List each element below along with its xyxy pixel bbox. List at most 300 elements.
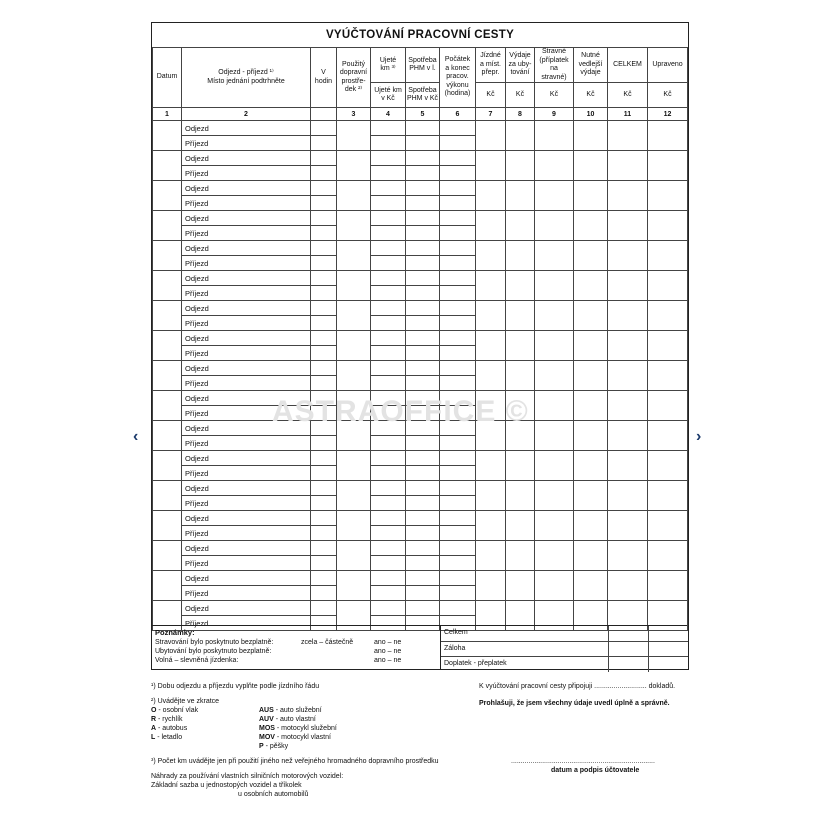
fuel-l-cell[interactable] xyxy=(406,361,440,376)
km-czk-cell[interactable] xyxy=(371,436,406,451)
abbrev-auv: AUV - auto vlastní xyxy=(259,716,316,723)
hours-cell[interactable] xyxy=(311,166,337,181)
adjusted-cell[interactable] xyxy=(648,451,688,481)
fuel-l-cell[interactable] xyxy=(406,301,440,316)
transport-cell[interactable] xyxy=(337,481,371,511)
arrival-label[interactable]: Příjezd xyxy=(182,616,311,631)
fuel-l-cell[interactable] xyxy=(406,121,440,136)
departure-label[interactable]: Odjezd xyxy=(182,511,311,526)
date-cell[interactable] xyxy=(153,211,182,241)
km-cell[interactable] xyxy=(371,361,406,376)
work-time-cell[interactable] xyxy=(440,316,476,331)
km-czk-cell[interactable] xyxy=(371,226,406,241)
total-cell[interactable] xyxy=(608,301,648,331)
hours-cell[interactable] xyxy=(311,226,337,241)
km-czk-cell[interactable] xyxy=(371,196,406,211)
arrival-label[interactable]: Příjezd xyxy=(182,376,311,391)
adjusted-cell[interactable] xyxy=(648,331,688,361)
fare-cell[interactable] xyxy=(476,181,506,211)
work-time-cell[interactable] xyxy=(440,151,476,166)
arrival-label[interactable]: Příjezd xyxy=(182,406,311,421)
other-cell[interactable] xyxy=(574,541,608,571)
adjusted-cell[interactable] xyxy=(648,241,688,271)
arrival-label[interactable]: Příjezd xyxy=(182,316,311,331)
hours-cell[interactable] xyxy=(311,136,337,151)
other-cell[interactable] xyxy=(574,211,608,241)
km-czk-cell[interactable] xyxy=(371,556,406,571)
transport-cell[interactable] xyxy=(337,181,371,211)
fuel-l-cell[interactable] xyxy=(406,601,440,616)
hours-cell[interactable] xyxy=(311,331,337,346)
departure-label[interactable]: Odjezd xyxy=(182,211,311,226)
departure-label[interactable]: Odjezd xyxy=(182,481,311,496)
km-cell[interactable] xyxy=(371,151,406,166)
work-time-cell[interactable] xyxy=(440,136,476,151)
hours-cell[interactable] xyxy=(311,496,337,511)
total-cell[interactable] xyxy=(608,511,648,541)
adjusted-cell[interactable] xyxy=(648,481,688,511)
work-time-cell[interactable] xyxy=(440,166,476,181)
meal-cell[interactable] xyxy=(535,391,574,421)
departure-label[interactable]: Odjezd xyxy=(182,301,311,316)
departure-label[interactable]: Odjezd xyxy=(182,241,311,256)
fare-cell[interactable] xyxy=(476,331,506,361)
fare-cell[interactable] xyxy=(476,361,506,391)
work-time-cell[interactable] xyxy=(440,301,476,316)
adjusted-cell[interactable] xyxy=(648,151,688,181)
km-cell[interactable] xyxy=(371,601,406,616)
departure-label[interactable]: Odjezd xyxy=(182,451,311,466)
work-time-cell[interactable] xyxy=(440,121,476,136)
lodging-cell[interactable] xyxy=(506,181,535,211)
arrival-label[interactable]: Příjezd xyxy=(182,226,311,241)
header-stravne xyxy=(535,48,574,83)
work-time-cell[interactable] xyxy=(440,511,476,526)
note-1-option[interactable]: zcela – částečně xyxy=(301,639,354,646)
fare-cell[interactable] xyxy=(476,121,506,151)
adjusted-cell[interactable] xyxy=(648,421,688,451)
transport-cell[interactable] xyxy=(337,331,371,361)
arrival-label[interactable]: Příjezd xyxy=(182,496,311,511)
meal-cell[interactable] xyxy=(535,361,574,391)
lodging-cell[interactable] xyxy=(506,571,535,601)
balance-row[interactable] xyxy=(441,657,688,672)
km-czk-cell[interactable] xyxy=(371,466,406,481)
adjusted-cell[interactable] xyxy=(648,121,688,151)
fuel-czk-cell[interactable] xyxy=(406,256,440,271)
meal-cell[interactable] xyxy=(535,151,574,181)
total-cell[interactable] xyxy=(608,241,648,271)
note-3-yes-no[interactable]: ano – ne xyxy=(374,657,402,664)
fuel-l-cell[interactable] xyxy=(406,271,440,286)
meal-cell[interactable] xyxy=(535,241,574,271)
arrival-label[interactable]: Příjezd xyxy=(182,166,311,181)
other-cell[interactable] xyxy=(574,481,608,511)
arrival-label[interactable]: Příjezd xyxy=(182,436,311,451)
departure-label[interactable]: Odjezd xyxy=(182,271,311,286)
fuel-l-cell[interactable] xyxy=(406,571,440,586)
date-cell[interactable] xyxy=(153,571,182,601)
meal-cell[interactable] xyxy=(535,301,574,331)
work-time-cell[interactable] xyxy=(440,451,476,466)
adjusted-cell[interactable] xyxy=(648,181,688,211)
lodging-cell[interactable] xyxy=(506,541,535,571)
departure-label[interactable]: Odjezd xyxy=(182,541,311,556)
date-cell[interactable] xyxy=(153,451,182,481)
adjusted-cell[interactable] xyxy=(648,511,688,541)
transport-cell[interactable] xyxy=(337,241,371,271)
fare-cell[interactable] xyxy=(476,271,506,301)
total-cell[interactable] xyxy=(608,451,648,481)
fare-cell[interactable] xyxy=(476,301,506,331)
transport-cell[interactable] xyxy=(337,301,371,331)
departure-label[interactable]: Odjezd xyxy=(182,361,311,376)
transport-cell[interactable] xyxy=(337,361,371,391)
lodging-cell[interactable] xyxy=(506,301,535,331)
arrival-label[interactable]: Příjezd xyxy=(182,256,311,271)
h9c: na xyxy=(550,65,558,72)
work-time-cell[interactable] xyxy=(440,241,476,256)
km-cell[interactable] xyxy=(371,511,406,526)
hours-cell[interactable] xyxy=(311,256,337,271)
work-time-cell[interactable] xyxy=(440,346,476,361)
date-cell[interactable] xyxy=(153,481,182,511)
km-cell[interactable] xyxy=(371,121,406,136)
fare-cell[interactable] xyxy=(476,481,506,511)
km-czk-cell[interactable] xyxy=(371,346,406,361)
header-datum: Datum xyxy=(153,48,182,108)
other-cell[interactable] xyxy=(574,331,608,361)
hours-cell[interactable] xyxy=(311,316,337,331)
total-cell[interactable] xyxy=(608,181,648,211)
advance-row[interactable] xyxy=(441,642,688,658)
h3b: dopravní xyxy=(339,69,368,76)
km-czk-cell[interactable] xyxy=(371,376,406,391)
work-time-cell[interactable] xyxy=(440,211,476,226)
currency-9: Kč xyxy=(535,83,574,108)
hours-cell[interactable] xyxy=(311,196,337,211)
km-czk-cell[interactable] xyxy=(371,136,406,151)
arrival-label[interactable]: Příjezd xyxy=(182,526,311,541)
work-time-cell[interactable] xyxy=(440,226,476,241)
km-czk-cell[interactable] xyxy=(371,496,406,511)
work-time-cell[interactable] xyxy=(440,181,476,196)
km-cell[interactable] xyxy=(371,241,406,256)
work-time-cell[interactable] xyxy=(440,436,476,451)
hours-cell[interactable] xyxy=(311,211,337,226)
header-hodin: hodin xyxy=(314,77,333,85)
header-odjezd xyxy=(182,48,311,108)
fuel-l-cell[interactable] xyxy=(406,181,440,196)
arrival-label[interactable]: Příjezd xyxy=(182,136,311,151)
total-cell[interactable] xyxy=(608,151,648,181)
work-time-cell[interactable] xyxy=(440,541,476,556)
date-cell[interactable] xyxy=(153,271,182,301)
other-cell[interactable] xyxy=(574,451,608,481)
date-cell[interactable] xyxy=(153,391,182,421)
work-time-cell[interactable] xyxy=(440,556,476,571)
transport-cell[interactable] xyxy=(337,211,371,241)
transport-cell[interactable] xyxy=(337,121,371,151)
hours-cell[interactable] xyxy=(311,481,337,496)
km-czk-cell[interactable] xyxy=(371,256,406,271)
km-cell[interactable] xyxy=(371,541,406,556)
work-time-cell[interactable] xyxy=(440,526,476,541)
meal-cell[interactable] xyxy=(535,271,574,301)
h7c: přepr. xyxy=(481,69,500,77)
other-cell[interactable] xyxy=(574,421,608,451)
hours-cell[interactable] xyxy=(311,436,337,451)
hours-cell[interactable] xyxy=(311,271,337,286)
km-cell[interactable] xyxy=(371,481,406,496)
hours-cell[interactable] xyxy=(311,511,337,526)
fuel-czk-cell[interactable] xyxy=(406,556,440,571)
fuel-czk-cell[interactable] xyxy=(406,436,440,451)
meal-cell[interactable] xyxy=(535,421,574,451)
total-cell[interactable] xyxy=(608,271,648,301)
hours-cell[interactable] xyxy=(311,526,337,541)
departure-label[interactable]: Odjezd xyxy=(182,601,311,616)
fare-cell[interactable] xyxy=(476,151,506,181)
work-time-cell[interactable] xyxy=(440,361,476,376)
km-cell[interactable] xyxy=(371,211,406,226)
adjusted-cell[interactable] xyxy=(648,361,688,391)
adjusted-cell[interactable] xyxy=(648,391,688,421)
work-time-cell[interactable] xyxy=(440,271,476,286)
transport-cell[interactable] xyxy=(337,151,371,181)
work-time-cell[interactable] xyxy=(440,286,476,301)
hours-cell[interactable] xyxy=(311,151,337,166)
fuel-czk-cell[interactable] xyxy=(406,286,440,301)
km-czk-cell[interactable] xyxy=(371,316,406,331)
hours-cell[interactable] xyxy=(311,286,337,301)
meal-cell[interactable] xyxy=(535,121,574,151)
next-arrow-icon[interactable]: › xyxy=(696,428,702,445)
km-cell[interactable] xyxy=(371,271,406,286)
work-time-cell[interactable] xyxy=(440,601,476,616)
meal-cell[interactable] xyxy=(535,181,574,211)
date-cell[interactable] xyxy=(153,541,182,571)
other-cell[interactable] xyxy=(574,121,608,151)
work-time-cell[interactable] xyxy=(440,376,476,391)
lodging-cell[interactable] xyxy=(506,451,535,481)
work-time-cell[interactable] xyxy=(440,496,476,511)
work-time-cell[interactable] xyxy=(440,466,476,481)
km-czk-cell[interactable] xyxy=(371,286,406,301)
hours-cell[interactable] xyxy=(311,571,337,586)
departure-row xyxy=(153,121,688,136)
transport-cell[interactable] xyxy=(337,541,371,571)
date-cell[interactable] xyxy=(153,331,182,361)
lodging-cell[interactable] xyxy=(506,211,535,241)
arrival-label[interactable]: Příjezd xyxy=(182,346,311,361)
meal-cell[interactable] xyxy=(535,211,574,241)
arrival-label[interactable]: Příjezd xyxy=(182,196,311,211)
adjusted-cell[interactable] xyxy=(648,541,688,571)
work-time-cell[interactable] xyxy=(440,586,476,601)
work-time-cell[interactable] xyxy=(440,256,476,271)
fare-cell[interactable] xyxy=(476,211,506,241)
other-cell[interactable] xyxy=(574,241,608,271)
note-line-3 xyxy=(155,656,437,665)
date-cell[interactable] xyxy=(153,301,182,331)
hours-cell[interactable] xyxy=(311,541,337,556)
fare-cell[interactable] xyxy=(476,511,506,541)
work-time-cell[interactable] xyxy=(440,571,476,586)
fuel-czk-cell[interactable] xyxy=(406,136,440,151)
hours-cell[interactable] xyxy=(311,451,337,466)
total-cell[interactable] xyxy=(608,481,648,511)
date-cell[interactable] xyxy=(153,121,182,151)
departure-label[interactable]: Odjezd xyxy=(182,181,311,196)
lodging-cell[interactable] xyxy=(506,331,535,361)
date-cell[interactable] xyxy=(153,181,182,211)
departure-row xyxy=(153,331,688,346)
meal-cell[interactable] xyxy=(535,481,574,511)
fuel-l-cell[interactable] xyxy=(406,481,440,496)
arrival-label[interactable]: Příjezd xyxy=(182,556,311,571)
fuel-czk-cell[interactable] xyxy=(406,466,440,481)
fuel-l-cell[interactable] xyxy=(406,151,440,166)
lodging-cell[interactable] xyxy=(506,271,535,301)
total-cell[interactable] xyxy=(608,391,648,421)
meal-cell[interactable] xyxy=(535,331,574,361)
transport-cell[interactable] xyxy=(337,571,371,601)
fuel-czk-cell[interactable] xyxy=(406,166,440,181)
lodging-cell[interactable] xyxy=(506,121,535,151)
hours-cell[interactable] xyxy=(311,121,337,136)
lodging-cell[interactable] xyxy=(506,361,535,391)
fuel-czk-cell[interactable] xyxy=(406,196,440,211)
other-cell[interactable] xyxy=(574,301,608,331)
lodging-cell[interactable] xyxy=(506,481,535,511)
hours-cell[interactable] xyxy=(311,601,337,616)
total-cell[interactable] xyxy=(608,361,648,391)
hours-cell[interactable] xyxy=(311,346,337,361)
hours-cell[interactable] xyxy=(311,241,337,256)
work-time-cell[interactable] xyxy=(440,481,476,496)
date-cell[interactable] xyxy=(153,421,182,451)
km-cell[interactable] xyxy=(371,181,406,196)
fuel-czk-cell[interactable] xyxy=(406,376,440,391)
km-czk-cell[interactable] xyxy=(371,586,406,601)
date-cell[interactable] xyxy=(153,511,182,541)
adjusted-cell[interactable] xyxy=(648,271,688,301)
adjusted-cell[interactable] xyxy=(648,301,688,331)
date-cell[interactable] xyxy=(153,361,182,391)
fuel-czk-cell[interactable] xyxy=(406,346,440,361)
fuel-l-cell[interactable] xyxy=(406,331,440,346)
prev-arrow-icon[interactable]: ‹ xyxy=(133,428,139,445)
transport-cell[interactable] xyxy=(337,511,371,541)
lodging-cell[interactable] xyxy=(506,241,535,271)
departure-label[interactable]: Odjezd xyxy=(182,421,311,436)
work-time-cell[interactable] xyxy=(440,196,476,211)
transport-cell[interactable] xyxy=(337,271,371,301)
arrival-label[interactable]: Příjezd xyxy=(182,286,311,301)
departure-label[interactable]: Odjezd xyxy=(182,571,311,586)
total-cell[interactable] xyxy=(608,421,648,451)
km-cell[interactable] xyxy=(371,571,406,586)
hours-cell[interactable] xyxy=(311,586,337,601)
work-time-cell[interactable] xyxy=(440,331,476,346)
km-czk-cell[interactable] xyxy=(371,526,406,541)
total-cell[interactable] xyxy=(608,331,648,361)
km-czk-cell[interactable] xyxy=(371,166,406,181)
other-cell[interactable] xyxy=(574,151,608,181)
adjusted-cell[interactable] xyxy=(648,571,688,601)
lodging-cell[interactable] xyxy=(506,151,535,181)
departure-row xyxy=(153,451,688,466)
fare-cell[interactable] xyxy=(476,541,506,571)
other-cell[interactable] xyxy=(574,511,608,541)
total-cell[interactable] xyxy=(608,121,648,151)
meal-cell[interactable] xyxy=(535,541,574,571)
lodging-cell[interactable] xyxy=(506,511,535,541)
other-cell[interactable] xyxy=(574,271,608,301)
total-cell[interactable] xyxy=(608,211,648,241)
total-cell[interactable] xyxy=(608,571,648,601)
fuel-l-cell[interactable] xyxy=(406,211,440,226)
departure-label[interactable]: Odjezd xyxy=(182,151,311,166)
fuel-l-cell[interactable] xyxy=(406,241,440,256)
arrival-label[interactable]: Příjezd xyxy=(182,586,311,601)
departure-label[interactable]: Odjezd xyxy=(182,121,311,136)
arrival-label[interactable]: Příjezd xyxy=(182,466,311,481)
hours-cell[interactable] xyxy=(311,301,337,316)
total-row[interactable] xyxy=(441,626,688,642)
fuel-czk-cell[interactable] xyxy=(406,586,440,601)
h8c: tování xyxy=(510,69,530,77)
other-cell[interactable] xyxy=(574,181,608,211)
transport-cell[interactable] xyxy=(337,451,371,481)
km-cell[interactable] xyxy=(371,331,406,346)
fare-cell[interactable] xyxy=(476,571,506,601)
other-cell[interactable] xyxy=(574,571,608,601)
meal-cell[interactable] xyxy=(535,511,574,541)
hours-cell[interactable] xyxy=(311,181,337,196)
fuel-l-cell[interactable] xyxy=(406,511,440,526)
departure-label[interactable]: Odjezd xyxy=(182,391,311,406)
fuel-czk-cell[interactable] xyxy=(406,226,440,241)
hours-cell[interactable] xyxy=(311,361,337,376)
meal-cell[interactable] xyxy=(535,451,574,481)
km-cell[interactable] xyxy=(371,301,406,316)
note-1-yes-no[interactable]: ano – ne xyxy=(374,639,402,646)
adjusted-cell[interactable] xyxy=(648,211,688,241)
hours-cell[interactable] xyxy=(311,556,337,571)
departure-label[interactable]: Odjezd xyxy=(182,331,311,346)
other-cell[interactable] xyxy=(574,391,608,421)
fuel-czk-cell[interactable] xyxy=(406,526,440,541)
other-cell[interactable] xyxy=(574,361,608,391)
fuel-czk-cell[interactable] xyxy=(406,496,440,511)
fare-cell[interactable] xyxy=(476,451,506,481)
meal-cell[interactable] xyxy=(535,571,574,601)
hours-cell[interactable] xyxy=(311,466,337,481)
hours-cell[interactable] xyxy=(311,376,337,391)
km-cell[interactable] xyxy=(371,451,406,466)
fuel-l-cell[interactable] xyxy=(406,541,440,556)
date-cell[interactable] xyxy=(153,241,182,271)
date-cell[interactable] xyxy=(153,151,182,181)
fuel-czk-cell[interactable] xyxy=(406,316,440,331)
fuel-l-cell[interactable] xyxy=(406,451,440,466)
note-2-yes-no[interactable]: ano – ne xyxy=(374,648,402,655)
fare-cell[interactable] xyxy=(476,241,506,271)
total-cell[interactable] xyxy=(608,541,648,571)
signature-line[interactable]: .......................................................................... xyxy=(511,758,655,765)
